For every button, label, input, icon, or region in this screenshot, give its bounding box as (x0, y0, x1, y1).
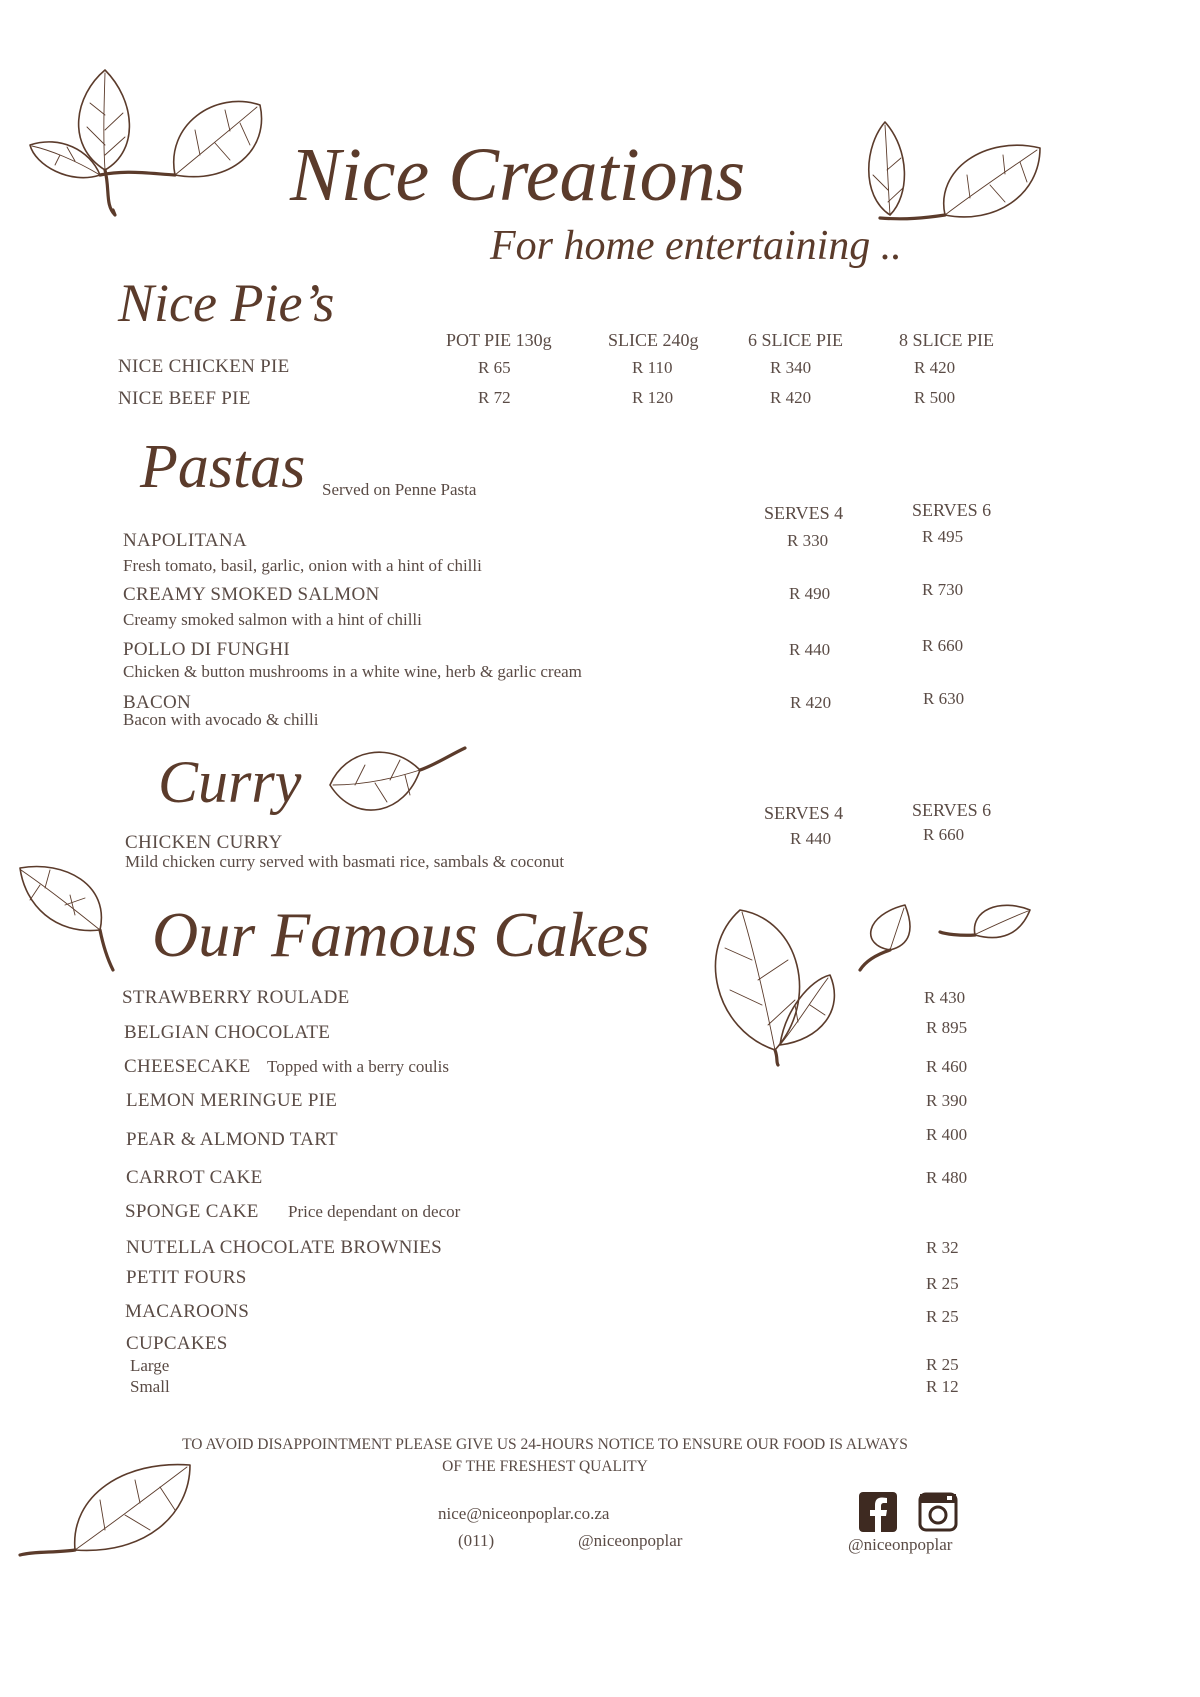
pasta-price6-pollo: R 660 (922, 636, 964, 655)
pie-price-chicken-8: R 420 (914, 358, 956, 377)
pies-col-8-slice: 8 SLICE PIE (899, 330, 995, 350)
pasta-price4-bacon: R 420 (790, 693, 832, 712)
pasta-name-salmon: CREAMY SMOKED SALMON (123, 584, 380, 605)
page-title: Nice Creations (290, 133, 746, 217)
leaf-decoration-cakes-icon (700, 900, 1040, 1065)
cake-name-cupcakes: CUPCAKES (126, 1333, 228, 1354)
pie-name-beef: NICE BEEF PIE (118, 388, 251, 409)
pie-price-beef-6: R 420 (770, 388, 812, 407)
footer-notice-line-2: OF THE FRESHEST QUALITY (442, 1458, 648, 1475)
pies-heading: Nice Pie’s (118, 273, 335, 333)
curry-col-serves-6: SERVES 6 (912, 800, 992, 820)
leaf-decoration-top-left-icon (25, 65, 285, 235)
cupcake-size-small: Small (130, 1377, 170, 1396)
curry-name-chicken: CHICKEN CURRY (125, 832, 283, 853)
instagram-icon[interactable] (918, 1492, 958, 1532)
cake-name-brownies: NUTELLA CHOCOLATE BROWNIES (126, 1237, 443, 1258)
pie-name-chicken: NICE CHICKEN PIE (118, 356, 290, 377)
footer-email-link[interactable]: nice@niceonpoplar.co.za (438, 1504, 610, 1523)
footer-notice-line-1: TO AVOID DISAPPOINTMENT PLEASE GIVE US 24-HOURS NOTICE TO ENSURE OUR FOOD IS ALWAYS (182, 1436, 908, 1453)
pie-price-chicken-6: R 340 (770, 358, 812, 377)
cake-name-lemon-meringue: LEMON MERINGUE PIE (126, 1090, 338, 1111)
pasta-desc-pollo: Chicken & button mushrooms in a white wine, herb & garlic cream (123, 662, 582, 681)
pastas-note: Served on Penne Pasta (322, 480, 477, 499)
curry-heading: Curry (158, 749, 302, 815)
pie-price-chicken-slice: R 110 (632, 358, 673, 377)
cake-name-macaroons: MACAROONS (125, 1301, 250, 1322)
cake-price-pear-almond: R 400 (926, 1125, 968, 1144)
pasta-desc-salmon: Creamy smoked salmon with a hint of chilli (123, 610, 422, 629)
pasta-price4-salmon: R 490 (789, 584, 831, 603)
pasta-name-pollo: POLLO DI FUNGHI (123, 639, 291, 660)
leaf-decoration-top-right-icon (855, 120, 1055, 230)
pies-col-6-slice: 6 SLICE PIE (748, 330, 844, 350)
curry-desc-chicken: Mild chicken curry served with basmati rice, sambals & coconut (125, 852, 565, 871)
pasta-price4-pollo: R 440 (789, 640, 831, 659)
cake-name-carrot-cake: CARROT CAKE (126, 1167, 263, 1188)
cake-price-petit-fours: R 25 (926, 1274, 959, 1293)
leaf-decoration-curry-icon (325, 740, 475, 830)
footer-phone: (011) (458, 1531, 495, 1550)
curry-price6-chicken: R 660 (923, 825, 965, 844)
pasta-price4-napolitana: R 330 (787, 531, 829, 550)
curry-price4-chicken: R 440 (790, 829, 832, 848)
cupcake-size-large: Large (130, 1356, 170, 1375)
cake-name-pear-almond: PEAR & ALMOND TART (126, 1129, 338, 1150)
pasta-price6-bacon: R 630 (923, 689, 965, 708)
pie-price-chicken-pot: R 65 (478, 358, 511, 377)
cake-price-strawberry-roulade: R 430 (924, 988, 966, 1007)
pie-price-beef-pot: R 72 (478, 388, 511, 407)
page-subtitle: For home entertaining .. (490, 223, 902, 269)
footer-social-handle[interactable]: @niceonpoplar (848, 1535, 953, 1554)
pasta-desc-bacon: Bacon with avocado & chilli (123, 710, 319, 729)
cake-price-brownies: R 32 (926, 1238, 959, 1257)
pie-price-beef-8: R 500 (914, 388, 956, 407)
cake-name-cheesecake: CHEESECAKE (124, 1056, 251, 1077)
curry-col-serves-4: SERVES 4 (764, 803, 844, 823)
instagram-glyph-icon (918, 1492, 958, 1532)
pasta-price6-salmon: R 730 (922, 580, 964, 599)
cupcake-price-large: R 25 (926, 1355, 959, 1374)
cake-price-lemon-meringue: R 390 (926, 1091, 968, 1110)
cake-note-cheesecake: Topped with a berry coulis (267, 1057, 449, 1076)
footer-handle-link[interactable]: @niceonpoplar (578, 1531, 683, 1550)
cake-price-belgian-chocolate: R 895 (926, 1018, 968, 1037)
cake-name-strawberry-roulade: STRAWBERRY ROULADE (122, 987, 350, 1008)
cupcake-price-small: R 12 (926, 1377, 959, 1396)
leaf-decoration-left-icon (15, 860, 125, 975)
pies-col-pot-pie: POT PIE 130g (446, 330, 552, 350)
pies-col-slice: SLICE 240g (608, 330, 699, 350)
pasta-name-bacon: BACON (123, 692, 192, 713)
cakes-heading: Our Famous Cakes (152, 899, 650, 970)
pasta-name-napolitana: NAPOLITANA (123, 530, 247, 551)
pastas-heading: Pastas (140, 433, 306, 501)
cake-name-petit-fours: PETIT FOURS (126, 1267, 247, 1288)
pie-price-beef-slice: R 120 (632, 388, 674, 407)
cake-note-sponge-cake: Price dependant on decor (288, 1202, 461, 1221)
cake-price-carrot-cake: R 480 (926, 1168, 968, 1187)
facebook-icon[interactable] (859, 1492, 897, 1532)
pastas-col-serves-6: SERVES 6 (912, 500, 992, 520)
cake-price-macaroons: R 25 (926, 1307, 959, 1326)
cake-name-sponge-cake: SPONGE CAKE (125, 1201, 259, 1222)
pasta-desc-napolitana: Fresh tomato, basil, garlic, onion with a hint of chilli (123, 556, 482, 575)
cake-price-cheesecake: R 460 (926, 1057, 968, 1076)
facebook-glyph-icon (859, 1492, 897, 1532)
pasta-price6-napolitana: R 495 (922, 527, 964, 546)
cake-name-belgian-chocolate: BELGIAN CHOCOLATE (124, 1022, 331, 1043)
pastas-col-serves-4: SERVES 4 (764, 503, 844, 523)
